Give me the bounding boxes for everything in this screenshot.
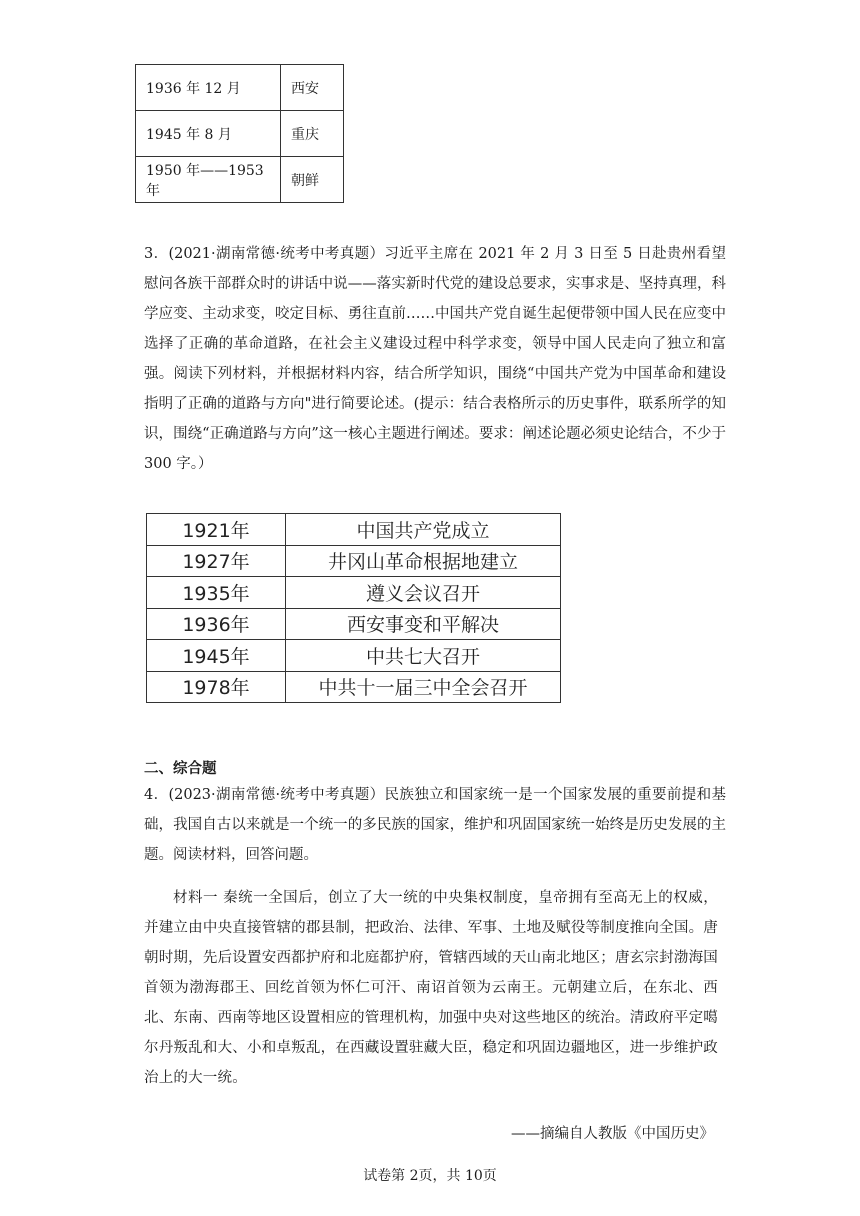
question-3-text: 3．(2021·湖南常德·统考中考真题）习近平主席在 2021 年 2 月 3 日至 5 日赴贵州看望慰问各族干部群众时的讲话中说——落实新时代党的建设总要求，实事求是、坚持真理，科学应变、主动求变，咬定目标、勇往直前……中国共产党自诞生起便带领中国人民在应变中选择了正确的革命道路，在社会主义建设过程中科学求变，领导中国人民走向了独立和富强。阅读下列材料，并根据材料内容，结合所学知识，围绕“中国共产党为中国革命和建设指明了正确的道路与方向"进行简要论述。(提示：结合表格所示的历史事件，联系所学的知识，围绕“正确道路与方向”这一核心主题进行阐述。要求：阐述论题必须史论结合，不少于 300 字。） [144,246,726,472]
table-cell-date: 1950 年——1953 年 [136,157,281,203]
table-cell-date: 1936 年 12 月 [136,65,281,111]
table-row [147,640,561,672]
table-cell-place: 西安 [281,65,344,111]
page-footer: 试卷第 2页，共 10页 [363,1168,497,1184]
table-row [136,65,344,111]
table-cell-year: 1945年 [147,640,286,672]
history-events-table [146,513,561,703]
material-one-text: 材料一 秦统一全国后，创立了大一统的中央集权制度，皇帝拥有至高无上的权威，并建立由中央直接管辖的郡县制，把政治、法律、军事、土地及赋役等制度推向全国。唐朝时期，先后设置安西都护府和北庭都护府，管辖西域的天山南北地区；唐玄宗封渤海国首领为渤海郡王、回纥首领为怀仁可汗、南诏首领为云南王。元朝建立后，在东北、西北、东南、西南等地区设置相应的管理机构，加强中央对这些地区的统治。清政府平定噶尔丹叛乱和大、小和卓叛乱，在西藏设置驻藏大臣，稳定和巩固边疆地区，进一步维护政治上的大一统。 [144,890,718,1086]
table-cell-place: 重庆 [281,111,344,157]
table-cell-event: 中共七大召开 [286,640,561,672]
table-row [147,545,561,577]
table-cell-year: 1936年 [147,608,286,640]
section-title: 二、综合题 [144,761,217,777]
question-4-text: 4．(2023·湖南常德·统考中考真题）民族独立和国家统一是一个国家发展的重要前提和基础，我国自古以来就是一个统一的多民族的国家，维护和巩固国家统一始终是历史发展的主题。阅读材料，回答问题。 [144,787,726,863]
table-cell-event: 遵义会议召开 [286,577,561,609]
table-cell-event: 中国共产党成立 [286,514,561,546]
table-cell-event: 井冈山革命根据地建立 [286,545,561,577]
table-cell-place: 朝鲜 [281,157,344,203]
table-cell-event: 西安事变和平解决 [286,608,561,640]
table-row [147,514,561,546]
table-cell-year: 1935年 [147,577,286,609]
table-row [147,671,561,703]
table-row [147,608,561,640]
table-row [136,111,344,157]
table-row [136,157,344,203]
table-cell-date: 1945 年 8 月 [136,111,281,157]
table-cell-event: 中共十一届三中全会召开 [286,671,561,703]
table-row [147,577,561,609]
events-place-table [135,64,344,203]
table-cell-year: 1978年 [147,671,286,703]
table-cell-year: 1921年 [147,514,286,546]
material-source: ——摘编自人教版《中国历史》 [511,1126,714,1142]
table-cell-year: 1927年 [147,545,286,577]
